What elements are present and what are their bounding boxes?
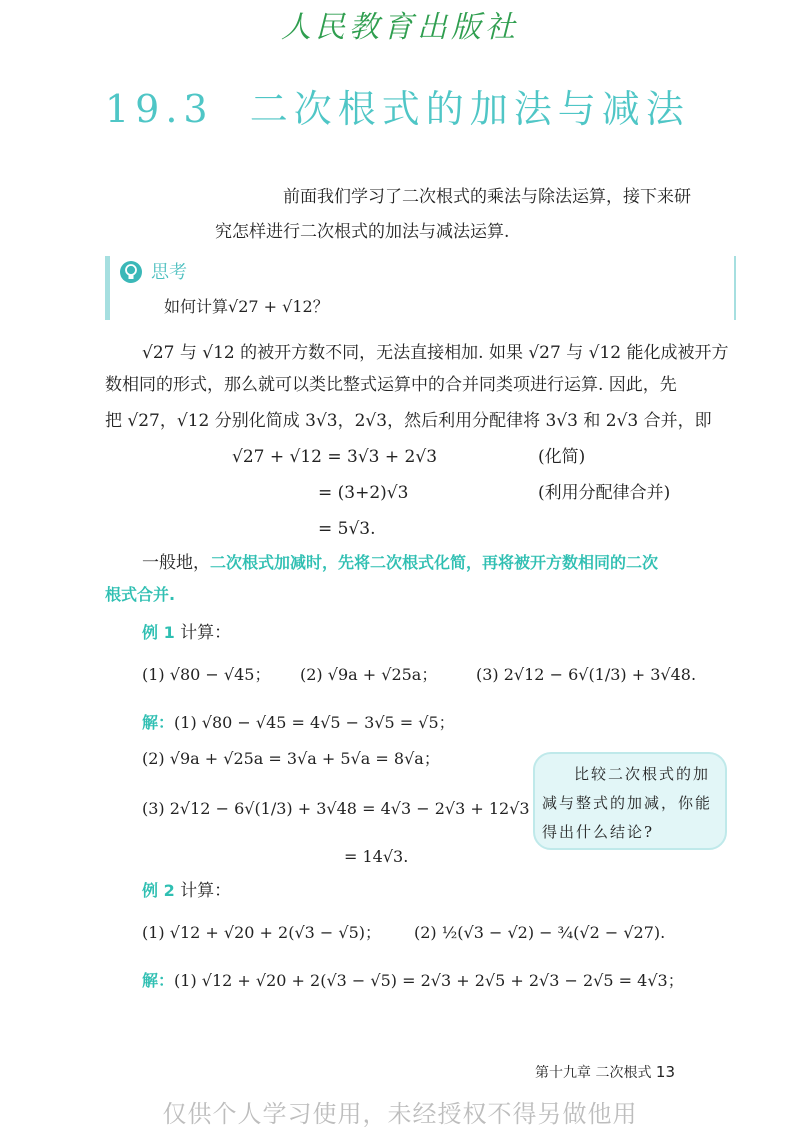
example1-problem-2: (2) √9a + √25a； xyxy=(300,665,438,684)
page-footer xyxy=(535,1062,675,1082)
example2-problem-1: (1) √12 + √20 + 2(√3 − √5)； xyxy=(142,923,382,942)
section-title xyxy=(105,78,690,133)
footer-chapter: 第十九章 xyxy=(535,1065,591,1081)
example1-problem-3: (3) 2√12 − 6√(1/3) + 3√48. xyxy=(476,665,697,684)
example1-solution-2: (2) √9a + √25a = 3√a + 5√a = 8√a； xyxy=(142,749,440,768)
example1-solution-3b: = 14√3. xyxy=(344,847,409,866)
example2-solution-1-text: (1) √12 + √20 + 2(√3 − √5) = 2√3 + 2√5 + 2√3 − 2√5 = 4√3； xyxy=(174,971,684,990)
example2-solution-1 xyxy=(142,966,684,996)
para1-line-2: 数相同的形式，那么就可以类比整式运算中的合并同类项进行运算. 因此，先 xyxy=(105,375,677,395)
footer-chapter-title: 二次根式 xyxy=(595,1065,652,1081)
example1-heading xyxy=(142,618,231,648)
example1-solution-label: 解： xyxy=(142,713,175,732)
page-number: 13 xyxy=(655,1063,675,1081)
intro-line-2: 究怎样进行二次根式的加法与减法运算. xyxy=(215,222,510,242)
example1-label: 例 1 xyxy=(142,623,175,642)
rule-line-2 xyxy=(105,580,175,610)
rule-highlight-2: 根式合并. xyxy=(105,585,176,604)
think-question-expr: √27 + √12？ xyxy=(228,297,329,316)
example1-prompt: 计算： xyxy=(180,623,232,643)
para1-line-3: 把 √27，√12 分别化简成 3√3，2√3，然后利用分配律将 3√3 和 2√3 合并，即 xyxy=(105,411,712,431)
rule-line-1 xyxy=(142,548,658,578)
thought-bubble-text: 比较二次根式的加减与整式的加减，你能得出什么结论? xyxy=(542,765,713,841)
example2-solution-label: 解： xyxy=(142,971,175,990)
example2-prompt: 计算： xyxy=(180,881,232,901)
intro-paragraph xyxy=(215,180,735,250)
example2-label: 例 2 xyxy=(142,881,175,900)
publisher-logo-text: 人民教育出版社 xyxy=(281,10,519,45)
think-question-prefix: 如何计算 xyxy=(164,297,229,316)
example1-solution-1-text: (1) √80 − √45 = 4√5 − 3√5 = √5； xyxy=(174,713,455,732)
example2-problem-2: (2) ½(√3 − √2) − ¾(√2 − √27). xyxy=(414,923,666,942)
think-question xyxy=(164,294,329,317)
example1-solution-1 xyxy=(142,708,455,738)
example2-heading xyxy=(142,876,231,906)
example1-solution-3: (3) 2√12 − 6√(1/3) + 3√48 = 4√3 − 2√3 + 12√3 xyxy=(142,799,530,818)
derivation-note-1: (化简) xyxy=(538,447,586,467)
derivation-note-2: (利用分配律合并) xyxy=(538,483,671,503)
example1-problem-1: (1) √80 − √45； xyxy=(142,665,271,684)
derivation-step-2: = (3+2)√3 xyxy=(318,483,409,503)
rule-highlight-1: 二次根式加减时，先将二次根式化简，再将被开方数相同的二次 xyxy=(210,553,659,572)
section-number: 19.3 xyxy=(105,87,214,131)
para1-line-1: √27 与 √12 的被开方数不同，无法直接相加. 如果 √27 与 √12 能化成被开方 xyxy=(142,343,729,363)
derivation-step-3: = 5√3. xyxy=(318,519,376,539)
derivation-step-1: √27 + √12 = 3√3 + 2√3 xyxy=(232,447,438,467)
think-label: 思考 xyxy=(151,262,187,283)
rule-prefix: 一般地， xyxy=(142,553,210,573)
intro-line-1: 前面我们学习了二次根式的乘法与除法运算，接下来研 xyxy=(283,187,691,207)
watermark: 仅供个人学习使用，未经授权不得另做他用 xyxy=(162,1100,638,1128)
section-title-text: 二次根式的加法与减法 xyxy=(249,87,690,131)
lightbulb-icon xyxy=(119,260,143,284)
